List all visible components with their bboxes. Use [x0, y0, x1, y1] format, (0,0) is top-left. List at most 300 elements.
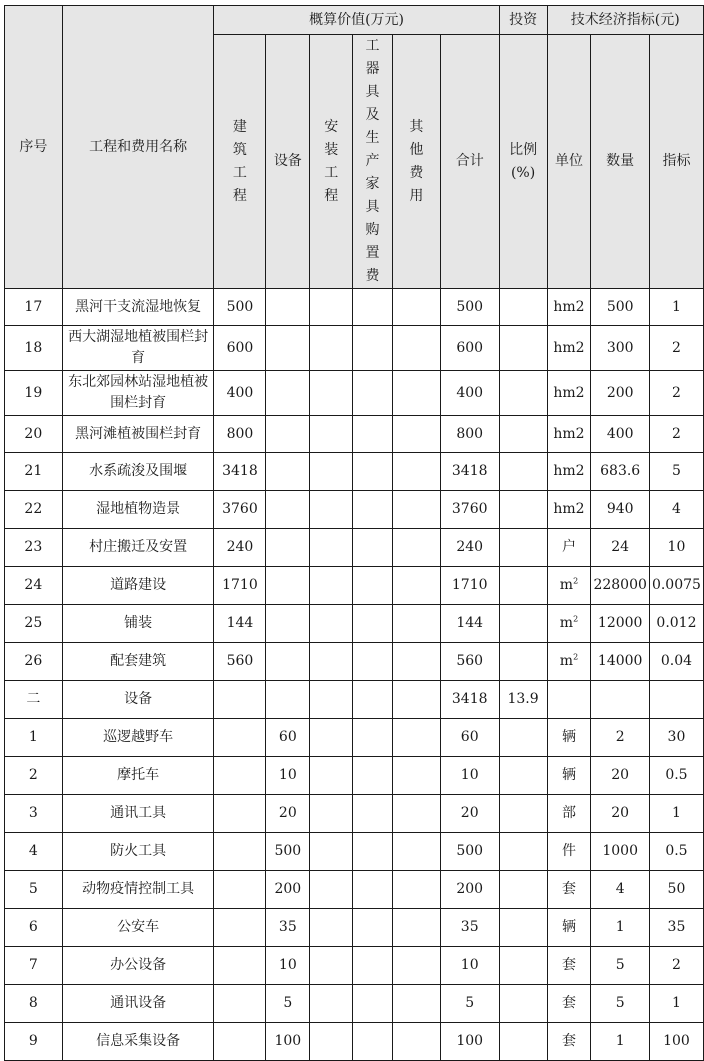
- cell-total: 3418: [440, 681, 499, 719]
- table-row: [5, 326, 704, 371]
- cell-name: 信息采集设备: [62, 1023, 214, 1061]
- cell-install: [310, 833, 353, 871]
- cell-index: 0.012: [649, 605, 703, 643]
- cell-install: [310, 491, 353, 529]
- cell-index: 0.04: [649, 643, 703, 681]
- cell-equipment: [266, 491, 310, 529]
- table-row: [5, 643, 704, 681]
- cell-equipment: 35: [266, 909, 310, 947]
- cell-other: [392, 947, 440, 985]
- cell-unit: [547, 371, 591, 416]
- cell-index: 10: [649, 529, 703, 567]
- cell-total: 1710: [440, 567, 499, 605]
- cell-qty: 5: [591, 985, 649, 1023]
- cell-total: 20: [440, 795, 499, 833]
- cell-total: 600: [440, 326, 499, 371]
- cell-other: [392, 371, 440, 416]
- header-total: 合计: [440, 35, 499, 289]
- cell-total: 5: [440, 985, 499, 1023]
- cell-other: [392, 795, 440, 833]
- table-row: [5, 757, 704, 795]
- cell-ratio: [499, 643, 547, 681]
- cell-qty: 1: [591, 909, 649, 947]
- cell-total: 60: [440, 719, 499, 757]
- cell-ratio: [499, 416, 547, 453]
- cell-unit: [547, 605, 591, 643]
- cell-seq: 20: [5, 416, 63, 453]
- cell-unit: [547, 833, 591, 871]
- header-qty: 数量: [591, 35, 649, 289]
- cell-unit-text: 套: [561, 881, 576, 897]
- cell-equipment: 10: [266, 947, 310, 985]
- cell-total: 400: [440, 371, 499, 416]
- cell-index: 50: [649, 871, 703, 909]
- cell-qty: 1: [591, 1023, 649, 1061]
- cell-name: 动物疫情控制工具: [62, 871, 214, 909]
- cell-building: 3760: [214, 491, 266, 529]
- cell-name: 设备: [62, 681, 214, 719]
- header-install-label: 安装工程: [324, 118, 339, 204]
- table-row: [5, 371, 704, 416]
- cell-unit-text: 辆: [561, 767, 576, 783]
- header-install: [310, 35, 353, 289]
- cell-tools: [353, 757, 393, 795]
- cell-unit: [547, 453, 591, 491]
- cell-total: 144: [440, 605, 499, 643]
- cell-name: 铺装: [62, 605, 214, 643]
- cell-install: [310, 871, 353, 909]
- cell-other: [392, 643, 440, 681]
- cell-index: 100: [649, 1023, 703, 1061]
- cell-seq: 18: [5, 326, 63, 371]
- cell-total: 500: [440, 289, 499, 326]
- cell-equipment: 20: [266, 795, 310, 833]
- cell-equipment: 500: [266, 833, 310, 871]
- cell-install: [310, 719, 353, 757]
- cell-qty: 228000: [591, 567, 649, 605]
- cell-total: 800: [440, 416, 499, 453]
- table-row: [5, 567, 704, 605]
- cell-ratio: [499, 529, 547, 567]
- cell-unit: [547, 643, 591, 681]
- cell-qty: 400: [591, 416, 649, 453]
- header-other-label: 其他费用: [409, 118, 424, 204]
- cell-tools: [353, 681, 393, 719]
- cell-index: 1: [649, 289, 703, 326]
- cell-tools: [353, 985, 393, 1023]
- cell-building: [214, 757, 266, 795]
- table-row: [5, 289, 704, 326]
- cell-other: [392, 326, 440, 371]
- cell-name: 湿地植物造景: [62, 491, 214, 529]
- header-name: 工程和费用名称: [62, 6, 214, 289]
- cell-unit: [547, 491, 591, 529]
- cell-unit-superscript: 2: [573, 576, 579, 586]
- cell-seq: 5: [5, 871, 63, 909]
- cell-equipment: [266, 529, 310, 567]
- cell-other: [392, 416, 440, 453]
- cell-total: 10: [440, 757, 499, 795]
- cell-building: [214, 1023, 266, 1061]
- cell-install: [310, 947, 353, 985]
- cell-ratio: 13.9: [499, 681, 547, 719]
- cell-install: [310, 567, 353, 605]
- cell-other: [392, 909, 440, 947]
- cell-building: [214, 719, 266, 757]
- cell-equipment: [266, 453, 310, 491]
- cell-qty: 2: [591, 719, 649, 757]
- cell-ratio: [499, 491, 547, 529]
- cell-building: 560: [214, 643, 266, 681]
- cell-seq: 3: [5, 795, 63, 833]
- cell-qty: 200: [591, 371, 649, 416]
- cell-ratio: [499, 947, 547, 985]
- table-row: [5, 416, 704, 453]
- cell-qty: 12000: [591, 605, 649, 643]
- cell-unit-text: hm2: [553, 425, 585, 442]
- table-row: [5, 985, 704, 1023]
- cell-ratio: [499, 909, 547, 947]
- cell-other: [392, 491, 440, 529]
- cell-seq: 26: [5, 643, 63, 681]
- cell-qty: 4: [591, 871, 649, 909]
- cell-other: [392, 719, 440, 757]
- cell-install: [310, 289, 353, 326]
- cell-unit-text: m: [559, 577, 574, 593]
- cell-building: 400: [214, 371, 266, 416]
- cell-ratio: [499, 985, 547, 1023]
- cell-unit-text: hm2: [553, 298, 585, 315]
- cell-name: 配套建筑: [62, 643, 214, 681]
- cell-seq: 22: [5, 491, 63, 529]
- cell-unit-text: hm2: [553, 384, 585, 401]
- cell-name: 摩托车: [62, 757, 214, 795]
- cell-install: [310, 681, 353, 719]
- header-equipment: 设备: [266, 35, 310, 289]
- cell-seq: 2: [5, 757, 63, 795]
- cell-tools: [353, 453, 393, 491]
- cell-ratio: [499, 871, 547, 909]
- cell-unit: [547, 567, 591, 605]
- cell-ratio: [499, 795, 547, 833]
- cell-unit-text: 套: [561, 957, 576, 973]
- cell-tools: [353, 529, 393, 567]
- cell-seq: 17: [5, 289, 63, 326]
- table-row: [5, 871, 704, 909]
- cell-unit-text: hm2: [553, 501, 585, 517]
- cell-tools: [353, 871, 393, 909]
- cell-tools: [353, 1023, 393, 1061]
- cell-name: 办公设备: [62, 947, 214, 985]
- cell-unit: [547, 871, 591, 909]
- cell-tools: [353, 795, 393, 833]
- cell-unit: [547, 1023, 591, 1061]
- cell-name: 公安车: [62, 909, 214, 947]
- cell-equipment: 100: [266, 1023, 310, 1061]
- table-row: [5, 453, 704, 491]
- table-row: [5, 795, 704, 833]
- cell-equipment: [266, 326, 310, 371]
- cell-equipment: [266, 567, 310, 605]
- table-row: [5, 529, 704, 567]
- cell-unit-text: m: [559, 653, 574, 669]
- cell-install: [310, 453, 353, 491]
- cell-unit: [547, 326, 591, 371]
- header-unit: 单位: [547, 35, 591, 289]
- cell-name: 黑河干支流湿地恢复: [62, 289, 214, 326]
- cell-seq: 9: [5, 1023, 63, 1061]
- cell-unit: [547, 416, 591, 453]
- cell-name: 黑河滩植被围栏封育: [62, 416, 214, 453]
- cell-ratio: [499, 371, 547, 416]
- cell-other: [392, 529, 440, 567]
- cell-total: 500: [440, 833, 499, 871]
- table-row: [5, 909, 704, 947]
- cell-total: 560: [440, 643, 499, 681]
- cell-install: [310, 757, 353, 795]
- cell-index: 2: [649, 371, 703, 416]
- cell-other: [392, 605, 440, 643]
- cell-seq: 6: [5, 909, 63, 947]
- header-tools: [353, 35, 393, 289]
- cell-index: 2: [649, 326, 703, 371]
- header-tech-group: 技术经济指标(元): [547, 6, 703, 35]
- cell-building: [214, 871, 266, 909]
- cell-total: 100: [440, 1023, 499, 1061]
- cell-building: [214, 909, 266, 947]
- cell-other: [392, 567, 440, 605]
- cell-name: 巡逻越野车: [62, 719, 214, 757]
- cell-name: 通讯工具: [62, 795, 214, 833]
- cell-qty: 20: [591, 757, 649, 795]
- table-header: [5, 6, 704, 289]
- table-row: [5, 947, 704, 985]
- cell-unit-superscript: 2: [573, 614, 579, 624]
- cell-seq: 7: [5, 947, 63, 985]
- cell-name: 水系疏浚及围堰: [62, 453, 214, 491]
- cell-tools: [353, 643, 393, 681]
- cell-seq: 21: [5, 453, 63, 491]
- cell-name: 西大湖湿地植被围栏封育: [62, 326, 214, 371]
- cell-unit: [547, 795, 591, 833]
- cell-name: 东北郊园林站湿地植被围栏封育: [62, 371, 214, 416]
- cell-other: [392, 833, 440, 871]
- cell-index: 1: [649, 795, 703, 833]
- cell-index: [649, 681, 703, 719]
- cell-qty: 14000: [591, 643, 649, 681]
- cell-equipment: 10: [266, 757, 310, 795]
- cell-equipment: [266, 371, 310, 416]
- header-estimate-group: 概算价值(万元): [214, 6, 499, 35]
- cell-unit: [547, 289, 591, 326]
- cell-unit-text: 部: [561, 805, 576, 821]
- cell-qty: 5: [591, 947, 649, 985]
- cell-total: 3760: [440, 491, 499, 529]
- cell-qty: 500: [591, 289, 649, 326]
- cell-unit-text: 辆: [561, 729, 576, 745]
- header-index: 指标: [649, 35, 703, 289]
- cell-other: [392, 757, 440, 795]
- cell-seq: 24: [5, 567, 63, 605]
- budget-table-container: [4, 5, 704, 1061]
- cell-unit-text: 套: [561, 1033, 576, 1049]
- cell-seq: 1: [5, 719, 63, 757]
- cell-equipment: [266, 289, 310, 326]
- cell-qty: 24: [591, 529, 649, 567]
- cell-qty: 940: [591, 491, 649, 529]
- cell-qty: 1000: [591, 833, 649, 871]
- cell-ratio: [499, 326, 547, 371]
- cell-building: 1710: [214, 567, 266, 605]
- cell-unit: [547, 719, 591, 757]
- cell-index: 2: [649, 947, 703, 985]
- cell-install: [310, 985, 353, 1023]
- cell-ratio: [499, 1023, 547, 1061]
- cell-building: [214, 947, 266, 985]
- cell-tools: [353, 289, 393, 326]
- cell-ratio: [499, 605, 547, 643]
- cell-unit: [547, 985, 591, 1023]
- cell-qty: 300: [591, 326, 649, 371]
- table-row: [5, 491, 704, 529]
- cell-name: 防火工具: [62, 833, 214, 871]
- cell-building: 240: [214, 529, 266, 567]
- table-row: [5, 833, 704, 871]
- cell-ratio: [499, 567, 547, 605]
- cell-unit: [547, 947, 591, 985]
- header-tools-label: 工器具及生产家具购置费: [365, 38, 380, 284]
- cell-install: [310, 1023, 353, 1061]
- cell-building: 500: [214, 289, 266, 326]
- header-building: [214, 35, 266, 289]
- cell-seq: 8: [5, 985, 63, 1023]
- cell-install: [310, 371, 353, 416]
- cell-index: 0.0075: [649, 567, 703, 605]
- cell-tools: [353, 833, 393, 871]
- cell-index: 35: [649, 909, 703, 947]
- cell-seq: 4: [5, 833, 63, 871]
- cell-total: 10: [440, 947, 499, 985]
- cell-unit-text: 辆: [561, 919, 576, 935]
- cell-unit-text: 件: [561, 843, 576, 859]
- cell-tools: [353, 719, 393, 757]
- cell-index: 5: [649, 453, 703, 491]
- table-row: [5, 1023, 704, 1061]
- cell-ratio: [499, 289, 547, 326]
- cell-building: 600: [214, 326, 266, 371]
- header-seq: 序号: [5, 6, 63, 289]
- cell-unit-superscript: 2: [573, 652, 579, 662]
- cell-seq: 25: [5, 605, 63, 643]
- cell-building: 800: [214, 416, 266, 453]
- cell-other: [392, 681, 440, 719]
- cell-seq: 19: [5, 371, 63, 416]
- cell-other: [392, 871, 440, 909]
- header-building-label: 建筑工程: [232, 118, 247, 204]
- cell-equipment: 60: [266, 719, 310, 757]
- cell-install: [310, 643, 353, 681]
- cell-building: [214, 833, 266, 871]
- cell-name: 通讯设备: [62, 985, 214, 1023]
- cell-tools: [353, 947, 393, 985]
- cell-other: [392, 1023, 440, 1061]
- cell-building: 3418: [214, 453, 266, 491]
- cell-index: 30: [649, 719, 703, 757]
- cell-seq: 二: [5, 681, 63, 719]
- cell-building: [214, 681, 266, 719]
- cell-qty: [591, 681, 649, 719]
- cell-tools: [353, 326, 393, 371]
- cell-index: 0.5: [649, 757, 703, 795]
- cell-total: 240: [440, 529, 499, 567]
- cell-index: 1: [649, 985, 703, 1023]
- cell-ratio: [499, 757, 547, 795]
- table-row: [5, 681, 704, 719]
- cell-building: [214, 795, 266, 833]
- cell-install: [310, 909, 353, 947]
- cell-index: 4: [649, 491, 703, 529]
- cell-unit-text: m: [559, 615, 574, 631]
- cell-index: 2: [649, 416, 703, 453]
- cell-tools: [353, 605, 393, 643]
- cell-unit-text: 套: [561, 995, 576, 1011]
- cell-equipment: 200: [266, 871, 310, 909]
- cell-equipment: 5: [266, 985, 310, 1023]
- cell-install: [310, 529, 353, 567]
- cell-building: 144: [214, 605, 266, 643]
- cell-unit-text: 户: [561, 539, 576, 555]
- cell-other: [392, 985, 440, 1023]
- cell-tools: [353, 567, 393, 605]
- cell-qty: 683.6: [591, 453, 649, 491]
- header-investment-group: 投资: [499, 6, 547, 35]
- cell-total: 35: [440, 909, 499, 947]
- table-body: [5, 289, 704, 1061]
- cell-seq: 23: [5, 529, 63, 567]
- cell-unit: [547, 529, 591, 567]
- cell-equipment: [266, 416, 310, 453]
- cell-unit-text: hm2: [553, 339, 585, 356]
- table-row: [5, 719, 704, 757]
- cell-install: [310, 416, 353, 453]
- table-row: [5, 605, 704, 643]
- cell-other: [392, 453, 440, 491]
- cell-ratio: [499, 719, 547, 757]
- cell-equipment: [266, 681, 310, 719]
- cell-name: 村庄搬迁及安置: [62, 529, 214, 567]
- cell-name: 道路建设: [62, 567, 214, 605]
- cell-tools: [353, 416, 393, 453]
- cell-install: [310, 795, 353, 833]
- cell-unit: [547, 681, 591, 719]
- cell-tools: [353, 909, 393, 947]
- cell-ratio: [499, 453, 547, 491]
- cell-equipment: [266, 605, 310, 643]
- cell-ratio: [499, 833, 547, 871]
- cell-equipment: [266, 643, 310, 681]
- cell-index: 0.5: [649, 833, 703, 871]
- budget-table: [4, 5, 704, 1061]
- header-other: [392, 35, 440, 289]
- cell-qty: 20: [591, 795, 649, 833]
- header-ratio-label: 比例(%): [509, 141, 538, 181]
- cell-unit-text: hm2: [553, 463, 585, 479]
- cell-unit: [547, 909, 591, 947]
- cell-install: [310, 605, 353, 643]
- cell-total: 3418: [440, 453, 499, 491]
- header-ratio: [499, 35, 547, 289]
- cell-tools: [353, 371, 393, 416]
